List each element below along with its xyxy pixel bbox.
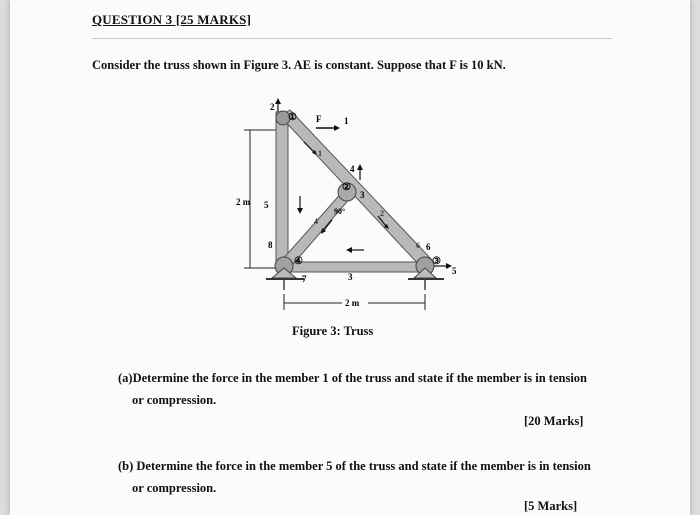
joint-label-3: ③ — [432, 256, 441, 267]
part-b-line1: (b) Determine the force in the member 5 of the truss and state if the member is in tension — [118, 459, 591, 473]
truss-figure — [220, 98, 460, 318]
node-label-6: 6 — [426, 242, 431, 252]
heading-divider — [92, 38, 612, 39]
document-page — [10, 0, 690, 515]
node-label-3: 3 — [360, 190, 365, 200]
part-a-line1: (a)Determine the force in the member 1 of the truss and state if the member is in tension — [118, 371, 588, 385]
angle-label: 90° — [334, 207, 346, 216]
part-a — [118, 367, 618, 411]
node-label-4: 4 — [350, 164, 355, 174]
part-b — [118, 455, 618, 499]
node-label-8: 8 — [268, 240, 273, 250]
joint-label-1: ① — [288, 112, 297, 123]
node-label-5: 5 — [452, 266, 457, 276]
member-label-4: 4 — [314, 217, 318, 226]
node-label-1: 1 — [344, 116, 349, 126]
member-label-5: 5 — [264, 200, 269, 210]
part-b-line2: or compression. — [132, 481, 217, 495]
width-label: 2 m — [345, 298, 360, 308]
figure-caption: Figure 3: Truss — [292, 324, 374, 338]
joint-label-2: ② — [342, 182, 351, 193]
height-label: 2 m — [236, 197, 251, 207]
joint-label-4: ④ — [294, 256, 303, 267]
question-heading: QUESTION 3 [25 MARKS] — [92, 12, 252, 27]
question-intro: Consider the truss shown in Figure 3. AE is constant. Suppose that F is 10 kN. — [92, 58, 506, 72]
member-label-6: 6 — [416, 241, 420, 250]
member-label-1: 1 — [318, 149, 322, 158]
part-b-marks: [5 Marks] — [524, 499, 578, 513]
node-label-top: 2 — [270, 102, 275, 112]
member-label-2: 2 — [380, 209, 384, 218]
member-diagonal-inner — [282, 190, 352, 270]
member-label-3: 3 — [348, 272, 353, 282]
force-label: F — [316, 114, 322, 124]
part-a-marks: [20 Marks] — [524, 414, 584, 428]
node-label-7: 7 — [302, 274, 307, 284]
member-vertical — [276, 112, 288, 270]
part-a-line2: or compression. — [132, 393, 217, 407]
